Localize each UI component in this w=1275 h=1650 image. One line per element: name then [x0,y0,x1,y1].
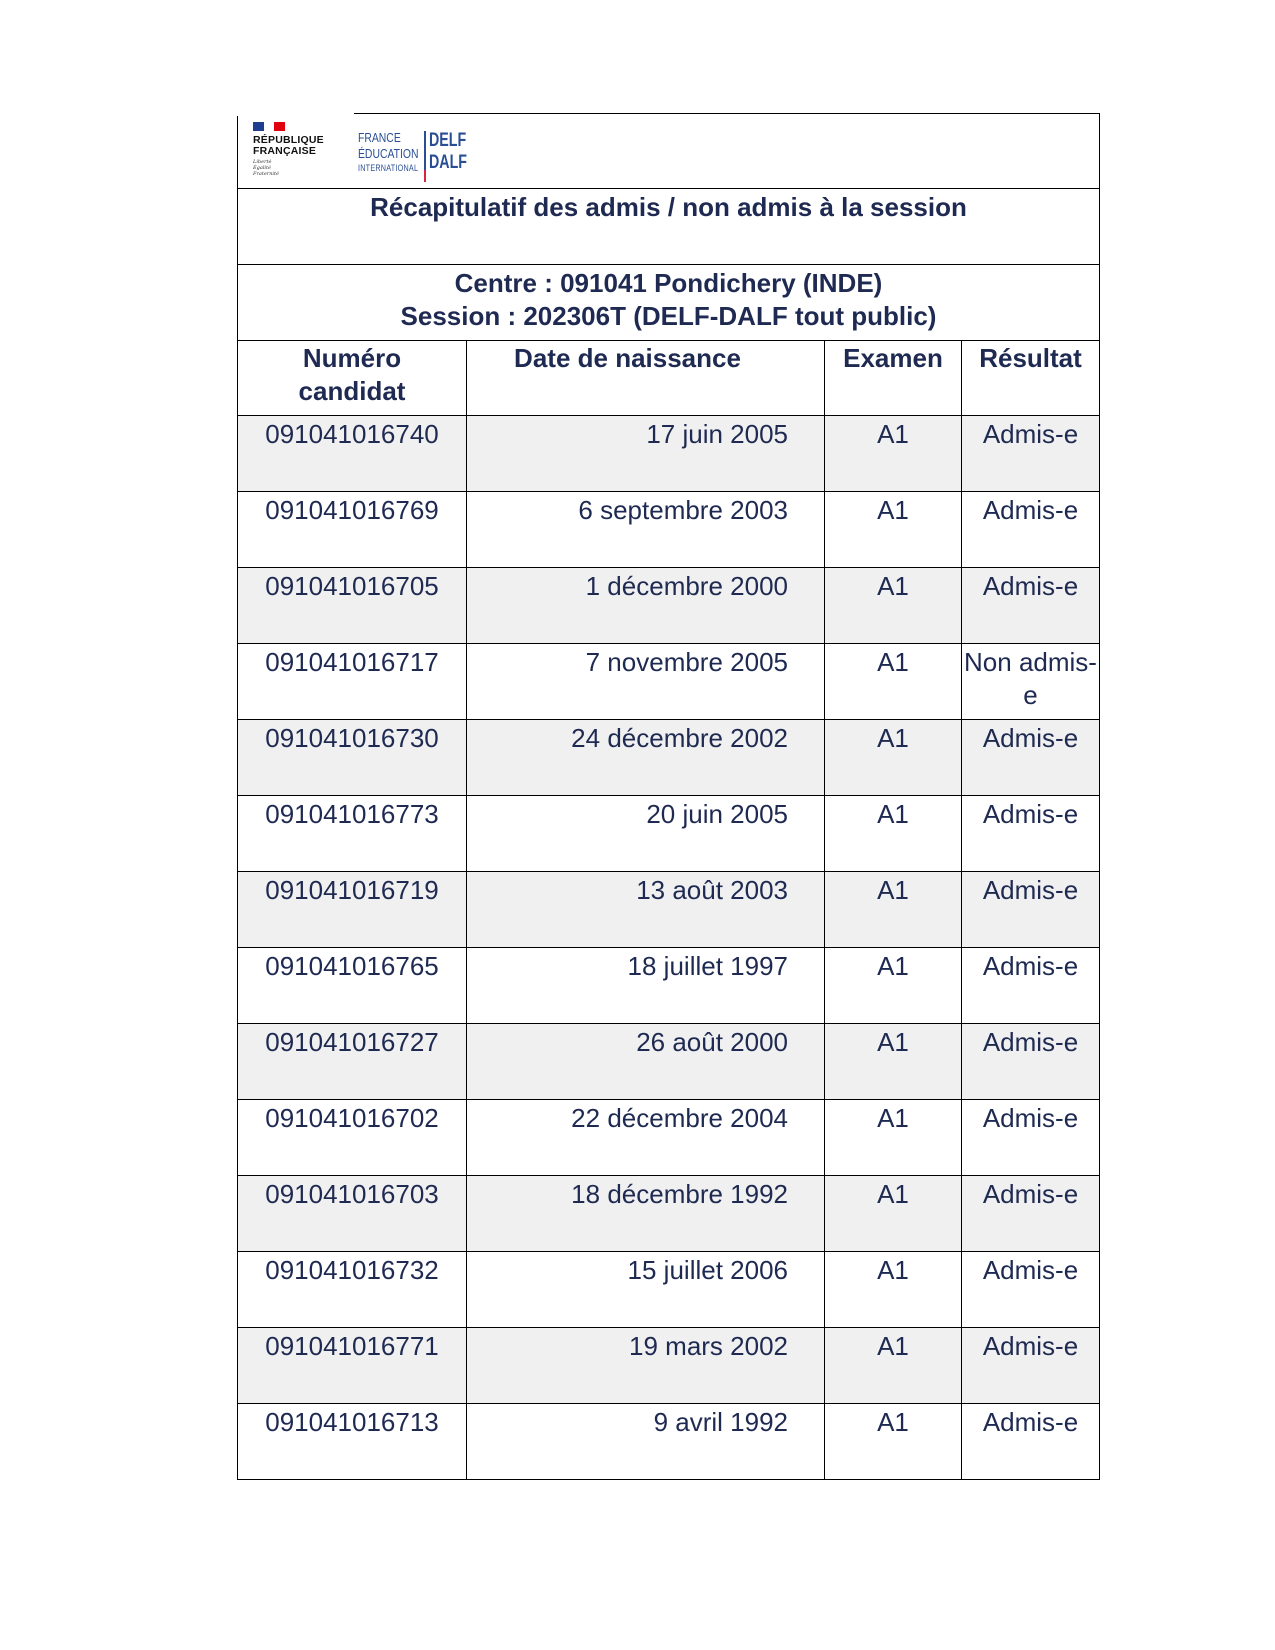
header-numero-line-1: Numéro [302,343,402,373]
cell-date-de-naissance: 24 décembre 2002 [467,720,825,796]
cell-examen: A1 [825,1404,962,1480]
cell-examen: A1 [825,644,962,720]
cell-date-de-naissance: 1 décembre 2000 [467,568,825,644]
cell-numero-candidat: 091041016732 [238,1252,467,1328]
logo-row [238,114,1100,189]
fei-line-1: FRANCE [358,130,401,145]
cell-examen: A1 [825,720,962,796]
cell-numero-candidat: 091041016703 [238,1176,467,1252]
cell-numero-candidat: 091041016713 [238,1404,467,1480]
table-row [238,492,1100,568]
table-row [238,1100,1100,1176]
fei-line-3: INTERNATIONAL [358,163,419,173]
cell-resultat: Admis-e [962,416,1100,492]
republique-francaise-logo [253,122,358,182]
table-row [238,1404,1100,1480]
logo-cell [238,114,1100,189]
dalf-label: DALF [429,152,467,173]
republique-line-2: FRANÇAISE [253,145,317,157]
cell-resultat: Admis-e [962,1328,1100,1404]
cell-date-de-naissance: 7 novembre 2005 [467,644,825,720]
session-label: Session : 202306T (DELF-DALF tout public) [400,301,937,331]
cell-resultat: Admis-e [962,796,1100,872]
cell-date-de-naissance: 26 août 2000 [467,1024,825,1100]
cell-examen: A1 [825,568,962,644]
tricolor-flag-icon [253,122,285,131]
cell-examen: A1 [825,1328,962,1404]
results-table [237,113,1100,1480]
cell-examen: A1 [825,1024,962,1100]
cell-resultat: Admis-e [962,720,1100,796]
table-row [238,720,1100,796]
table-row [238,872,1100,948]
cell-numero-candidat: 091041016771 [238,1328,467,1404]
header-resultat: Résultat [962,341,1100,416]
fei-line-2: ÉDUCATION [358,146,419,161]
cell-resultat: Admis-e [962,1024,1100,1100]
table-row [238,416,1100,492]
cell-numero-candidat: 091041016705 [238,568,467,644]
cell-resultat: Admis-e [962,568,1100,644]
centre-session-row [238,265,1100,341]
cell-date-de-naissance: 6 septembre 2003 [467,492,825,568]
cell-numero-candidat: 091041016769 [238,492,467,568]
cell-numero-candidat: 091041016702 [238,1100,467,1176]
cell-date-de-naissance: 18 décembre 1992 [467,1176,825,1252]
centre-session-cell [238,265,1100,341]
table-row [238,796,1100,872]
cell-numero-candidat: 091041016727 [238,1024,467,1100]
cell-examen: A1 [825,1176,962,1252]
cell-date-de-naissance: 18 juillet 1997 [467,948,825,1024]
table-row [238,568,1100,644]
cell-resultat: Admis-e [962,1100,1100,1176]
cell-date-de-naissance: 17 juin 2005 [467,416,825,492]
delf-dalf-logo [429,130,467,174]
cell-date-de-naissance: 9 avril 1992 [467,1404,825,1480]
header-examen: Examen [825,341,962,416]
fei-divider-accent-icon [424,170,426,182]
header-numero-line-2: candidat [298,376,406,406]
header-date-de-naissance: Date de naissance [467,341,825,416]
cell-date-de-naissance: 19 mars 2002 [467,1328,825,1404]
cell-resultat: Non admis-e [962,644,1100,720]
motto-fraternite: Fraternité [253,171,279,177]
cell-numero-candidat: 091041016717 [238,644,467,720]
cell-resultat: Admis-e [962,1176,1100,1252]
table-row [238,1176,1100,1252]
cell-date-de-naissance: 13 août 2003 [467,872,825,948]
cell-resultat: Admis-e [962,872,1100,948]
table-row [238,1252,1100,1328]
page-title: Récapitulatif des admis / non admis à la session [238,189,1100,265]
header-numero-candidat [238,341,467,416]
cell-numero-candidat: 091041016730 [238,720,467,796]
cell-examen: A1 [825,1252,962,1328]
table-header-row [238,341,1100,416]
france-education-international-logo [358,130,470,186]
cell-resultat: Admis-e [962,1252,1100,1328]
cell-date-de-naissance: 22 décembre 2004 [467,1100,825,1176]
title-row [238,189,1100,265]
cell-examen: A1 [825,416,962,492]
motto-egalite: Égalité [253,165,271,171]
cell-examen: A1 [825,796,962,872]
cell-resultat: Admis-e [962,492,1100,568]
cell-resultat: Admis-e [962,1404,1100,1480]
cell-numero-candidat: 091041016773 [238,796,467,872]
table-row [238,948,1100,1024]
cell-numero-candidat: 091041016765 [238,948,467,1024]
table-row [238,1328,1100,1404]
cell-examen: A1 [825,872,962,948]
republique-line-1: RÉPUBLIQUE [253,134,324,146]
cell-date-de-naissance: 15 juillet 2006 [467,1252,825,1328]
cell-numero-candidat: 091041016740 [238,416,467,492]
table-row [238,1024,1100,1100]
motto-liberte: Liberté [253,159,272,165]
centre-label: Centre : 091041 Pondichery (INDE) [454,268,883,298]
cell-date-de-naissance: 20 juin 2005 [467,796,825,872]
cell-examen: A1 [825,492,962,568]
delf-label: DELF [429,130,467,151]
cell-numero-candidat: 091041016719 [238,872,467,948]
cell-resultat: Admis-e [962,948,1100,1024]
table-row [238,644,1100,720]
cell-examen: A1 [825,948,962,1024]
cell-examen: A1 [825,1100,962,1176]
